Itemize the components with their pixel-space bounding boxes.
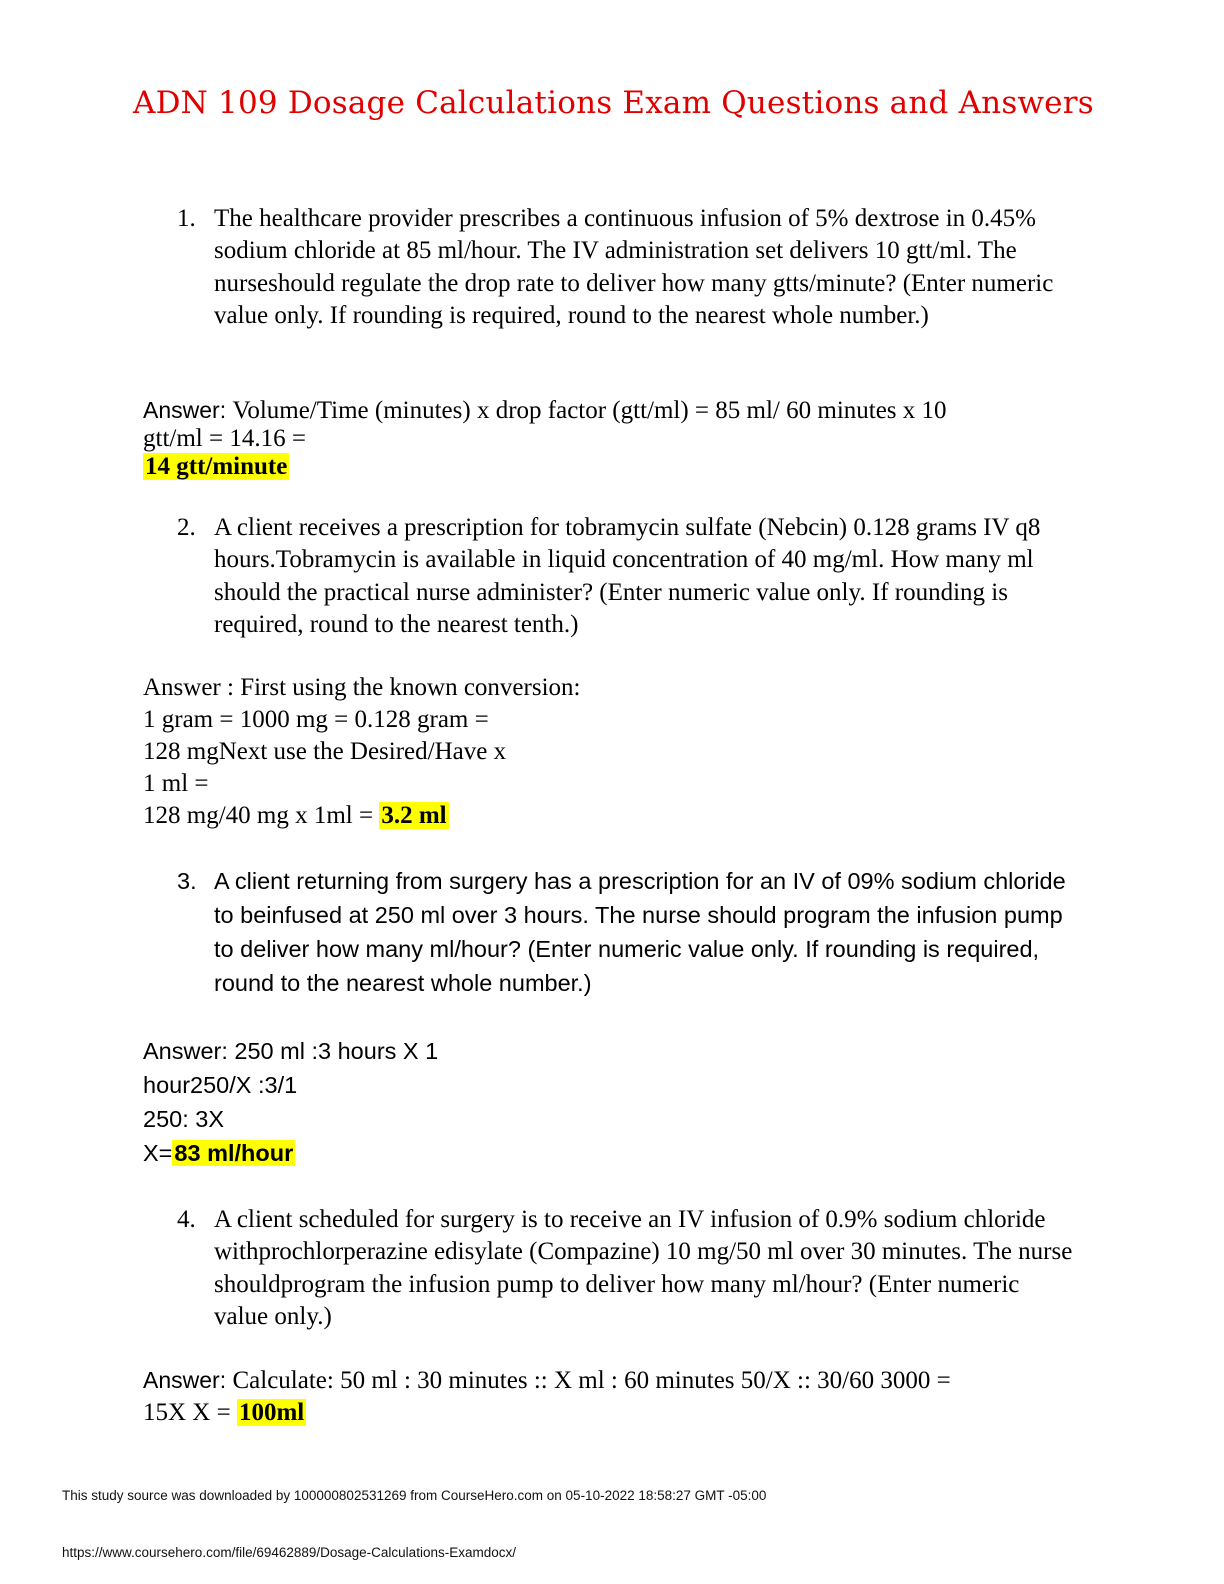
answer-1	[143, 394, 1103, 483]
answer-line: gtt/ml = 14.16 =	[143, 425, 306, 452]
answer-3	[143, 1034, 1103, 1170]
answer-line: 128 mgNext use the Desired/Have x	[143, 738, 507, 765]
question-number: 2.	[177, 514, 196, 541]
question-number: 1.	[177, 205, 196, 232]
question-text: The healthcare provider prescribes a continuous infusion of 5% dextrose in 0.45% sodium chloride at 85 ml/hour. The IV administration set delivers 10 gtt/ml. The nurseshould regulate the drop rate to deliver how many gtts/minute? (Enter numeric value only. If rounding is required, round to the nearest whole number.)	[214, 205, 1054, 329]
question-text: A client receives a prescription for tobramycin sulfate (Nebcin) 0.128 grams IV q8 hours.Tobramycin is available in liquid concentration of 40 mg/ml. How many ml should the practical nurse administer? (Enter numeric value only. If rounding is required, round to the nearest tenth.)	[214, 514, 1041, 638]
answer-line: hour250/X :3/1	[143, 1072, 298, 1098]
question-4	[177, 1204, 1077, 1333]
question-3	[177, 864, 1077, 1000]
answer-line: 1 gram = 1000 mg = 0.128 gram =	[143, 706, 489, 733]
answer-line: Calculate: 50 ml : 30 minutes :: X ml : 60 minutes 50/X :: 30/60 3000 =	[232, 1367, 951, 1394]
page-title: ADN 109 Dosage Calculations Exam Questions and Answers	[133, 85, 1094, 121]
source-url[interactable]: https://www.coursehero.com/file/69462889/Dosage-Calculations-Examdocx/	[62, 1545, 516, 1560]
question-number: 4.	[177, 1206, 196, 1233]
answer-line: Volume/Time (minutes) x drop factor (gtt/ml) = 85 ml/ 60 minutes x 10	[232, 397, 947, 424]
answer-result: 14 gtt/minute	[145, 453, 288, 480]
answer-line: X=	[143, 1140, 173, 1166]
answer-line: Answer : First using the known conversion:	[143, 674, 581, 701]
answer-label: Answer:	[143, 397, 233, 423]
answer-line: 250: 3X	[143, 1106, 225, 1132]
answer-line: 1 ml =	[143, 770, 209, 797]
answer-result: 3.2 ml	[381, 802, 447, 829]
download-source-note: This study source was downloaded by 100000802531269 from CourseHero.com on 05-10-2022 18:58:27 GMT -05:00	[62, 1488, 767, 1503]
question-text: A client returning from surgery has a prescription for an IV of 09% sodium chloride to beinfused at 250 ml over 3 hours. The nurse should program the infusion pump to deliver how many ml/hour? (Enter numeric value only. If rounding is required, round to the nearest whole number.)	[214, 868, 1066, 996]
answer-line: 128 mg/40 mg x 1ml =	[143, 802, 380, 829]
answer-4	[143, 1364, 1103, 1429]
question-2	[177, 512, 1077, 641]
answer-result: 83 ml/hour	[174, 1140, 294, 1166]
answer-label: Answer:	[143, 1367, 233, 1393]
question-text: A client scheduled for surgery is to receive an IV infusion of 0.9% sodium chloride withprochlorperazine edisylate (Compazine) 10 mg/50 ml over 30 minutes. The nurse shouldprogram the infusion pump to deliver how many ml/hour? (Enter numeric value only.)	[214, 1206, 1073, 1330]
question-number: 3.	[177, 868, 197, 894]
answer-result: 100ml	[238, 1399, 305, 1426]
answer-2	[143, 672, 1103, 832]
question-1	[177, 203, 1077, 332]
answer-line: 15X X =	[143, 1399, 237, 1426]
answer-line: Answer: 250 ml :3 hours X 1	[143, 1038, 439, 1064]
